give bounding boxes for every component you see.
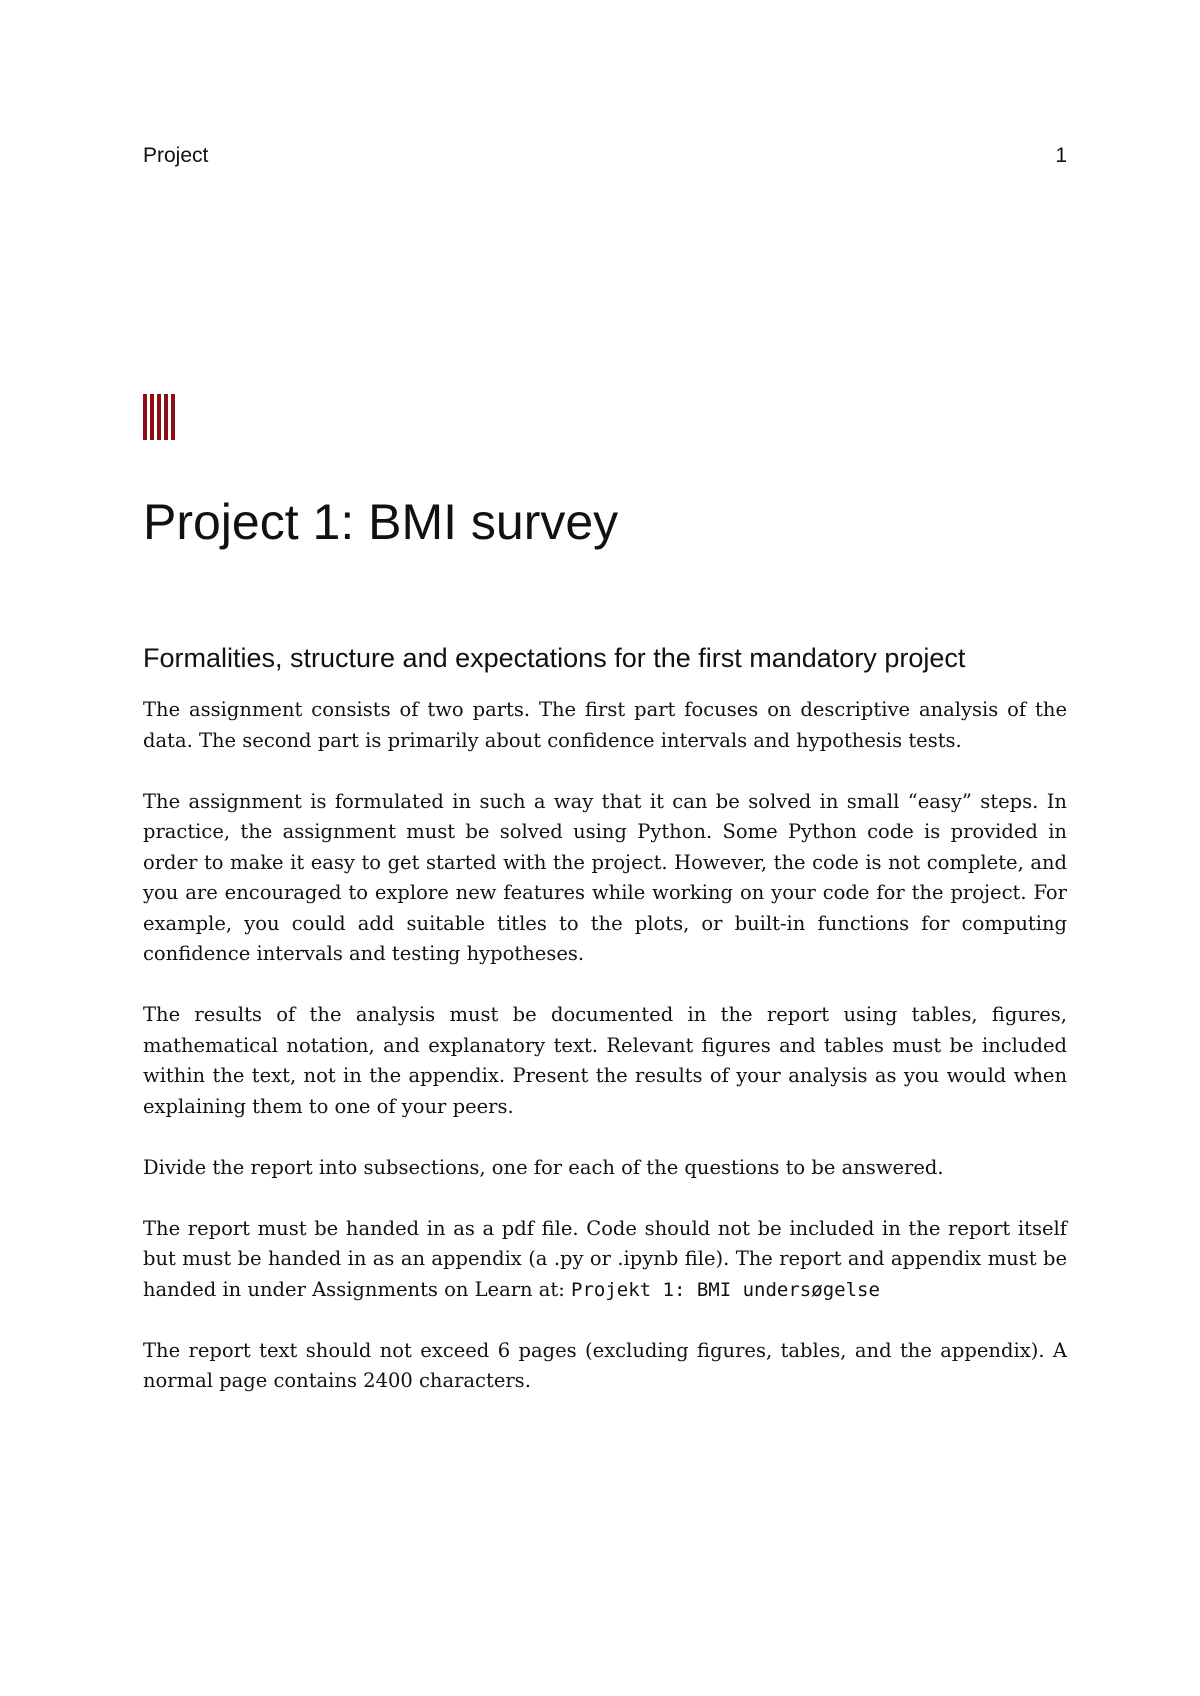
barcode-stripes-logo-icon bbox=[143, 394, 177, 440]
page-header bbox=[143, 144, 1067, 174]
paragraph-python: The assignment is formulated in such a way that it can be solved in small “easy” steps. In practice, the assignment must be solved using Python. Some Python code is provided in order to make it easy to get started with the project. However, the code is not complete, and you are encouraged to explore new features while working on your code for the project. For example, you could add suitable titles to the plots, or built-in functions for computing confidence intervals and testing hypotheses. bbox=[143, 789, 1067, 965]
handin-text: The report must be handed in as a pdf file. Code should not be included in the report itself but must be handed in as an appendix (a .py or .ipynb file). The report and appendix must be handed in under Assignments on Learn at: bbox=[143, 1216, 1067, 1301]
chapter-title: Project 1: BMI survey bbox=[143, 494, 619, 550]
paragraph-page-limit: The report text should not exceed 6 pages (excluding figures, tables, and the appendix). A normal page contains 2400 characters. bbox=[143, 1338, 1067, 1392]
paragraph-parts: The assignment consists of two parts. The first part focuses on descriptive analysis of the data. The second part is primarily about confidence intervals and hypothesis tests. bbox=[143, 698, 1067, 752]
paragraph-handin bbox=[143, 1214, 1067, 1306]
running-title: Project bbox=[143, 144, 209, 167]
assignment-name-code: Projekt 1: BMI undersøgelse bbox=[571, 1278, 880, 1301]
paragraph-subsections: Divide the report into subsections, one for each of the questions to be answered. bbox=[143, 1155, 944, 1179]
body-text bbox=[143, 695, 1067, 1427]
section-heading: Formalities, structure and expectations for the first mandatory project bbox=[143, 643, 966, 673]
page-number: 1 bbox=[1055, 144, 1067, 167]
paragraph-results: The results of the analysis must be documented in the report using tables, figures, mathematical notation, and explanatory text. Relevant figures and tables must be included within the text, not in the appendix. Present the results of your analysis as you would when explaining them to one of your peers. bbox=[143, 1003, 1067, 1118]
